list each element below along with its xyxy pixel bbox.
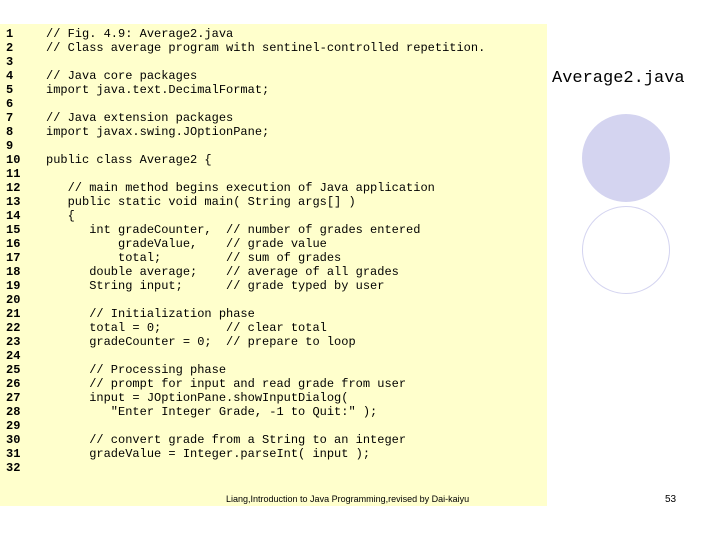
code-line xyxy=(6,307,485,321)
code-text: String input; // grade typed by user xyxy=(46,279,385,293)
code-text: { xyxy=(46,209,75,223)
code-line xyxy=(6,139,485,153)
line-number: 18 xyxy=(6,265,21,279)
line-number: 27 xyxy=(6,391,21,405)
line-number: 22 xyxy=(6,321,21,335)
code-text: gradeCounter = 0; // prepare to loop xyxy=(46,335,356,349)
footer-credit: Liang,Introduction to Java Programming,revised by Dai-kaiyu xyxy=(226,494,470,504)
code-text: gradeValue, // grade value xyxy=(46,237,327,251)
decorative-circle-filled xyxy=(582,114,670,202)
code-text: "Enter Integer Grade, -1 to Quit:" ); xyxy=(46,405,378,419)
line-number: 21 xyxy=(6,307,21,321)
slide-title: Average2.java xyxy=(552,69,685,88)
line-number: 6 xyxy=(6,97,14,111)
line-number: 9 xyxy=(6,139,14,153)
line-number: 5 xyxy=(6,83,14,97)
code-line xyxy=(6,111,485,125)
code-line xyxy=(6,447,485,461)
code-text: // Processing phase xyxy=(46,363,227,377)
code-text: // Java extension packages xyxy=(46,111,234,125)
line-number: 30 xyxy=(6,433,21,447)
code-line xyxy=(6,377,485,391)
code-text: import javax.swing.JOptionPane; xyxy=(46,125,270,139)
code-line xyxy=(6,83,485,97)
code-line xyxy=(6,251,485,265)
line-number: 25 xyxy=(6,363,21,377)
code-line xyxy=(6,461,485,475)
line-number: 23 xyxy=(6,335,21,349)
line-number: 1 xyxy=(6,27,14,41)
code-line xyxy=(6,223,485,237)
code-text: total = 0; // clear total xyxy=(46,321,327,335)
code-line xyxy=(6,167,485,181)
code-text: // Fig. 4.9: Average2.java xyxy=(46,27,234,41)
code-text: total; // sum of grades xyxy=(46,251,342,265)
line-number: 32 xyxy=(6,461,21,475)
code-line xyxy=(6,209,485,223)
code-text: input = JOptionPane.showInputDialog( xyxy=(46,391,349,405)
code-line xyxy=(6,433,485,447)
line-number: 20 xyxy=(6,293,21,307)
code-text: int gradeCounter, // number of grades entered xyxy=(46,223,421,237)
code-text: double average; // average of all grades xyxy=(46,265,399,279)
line-number: 14 xyxy=(6,209,21,223)
line-number: 13 xyxy=(6,195,21,209)
code-line xyxy=(6,405,485,419)
code-line xyxy=(6,153,485,167)
line-number: 19 xyxy=(6,279,21,293)
code-line xyxy=(6,363,485,377)
code-line xyxy=(6,349,485,363)
code-text: public static void main( String args[] ) xyxy=(46,195,356,209)
line-number: 28 xyxy=(6,405,21,419)
code-line xyxy=(6,419,485,433)
code-text: gradeValue = Integer.parseInt( input ); xyxy=(46,447,371,461)
line-number: 29 xyxy=(6,419,21,433)
line-number: 10 xyxy=(6,153,21,167)
code-line xyxy=(6,181,485,195)
line-number: 24 xyxy=(6,349,21,363)
line-number: 16 xyxy=(6,237,21,251)
code-text: import java.text.DecimalFormat; xyxy=(46,83,270,97)
code-line xyxy=(6,97,485,111)
code-line xyxy=(6,335,485,349)
code-line xyxy=(6,321,485,335)
line-number: 26 xyxy=(6,377,21,391)
line-number: 4 xyxy=(6,69,14,83)
code-line xyxy=(6,237,485,251)
code-text: // Java core packages xyxy=(46,69,198,83)
code-text: // main method begins execution of Java application xyxy=(46,181,435,195)
code-line xyxy=(6,391,485,405)
code-line xyxy=(6,279,485,293)
code-text: // convert grade from a String to an integer xyxy=(46,433,407,447)
code-text: public class Average2 { xyxy=(46,153,212,167)
code-line xyxy=(6,293,485,307)
code-line xyxy=(6,27,485,41)
code-line xyxy=(6,195,485,209)
line-number: 17 xyxy=(6,251,21,265)
line-number: 2 xyxy=(6,41,14,55)
line-number: 15 xyxy=(6,223,21,237)
decorative-circle-outline xyxy=(582,206,670,294)
code-line xyxy=(6,265,485,279)
page-number: 53 xyxy=(665,494,677,505)
code-line xyxy=(6,69,485,83)
code-line xyxy=(6,41,485,55)
line-number: 11 xyxy=(6,167,21,181)
line-number: 8 xyxy=(6,125,14,139)
code-text: // prompt for input and read grade from user xyxy=(46,377,407,391)
line-number: 7 xyxy=(6,111,14,125)
line-number: 31 xyxy=(6,447,21,461)
line-number: 3 xyxy=(6,55,14,69)
code-text: // Initialization phase xyxy=(46,307,255,321)
code-line xyxy=(6,125,485,139)
code-listing xyxy=(6,27,485,475)
line-number: 12 xyxy=(6,181,21,195)
code-line xyxy=(6,55,485,69)
code-text: // Class average program with sentinel-controlled repetition. xyxy=(46,41,486,55)
